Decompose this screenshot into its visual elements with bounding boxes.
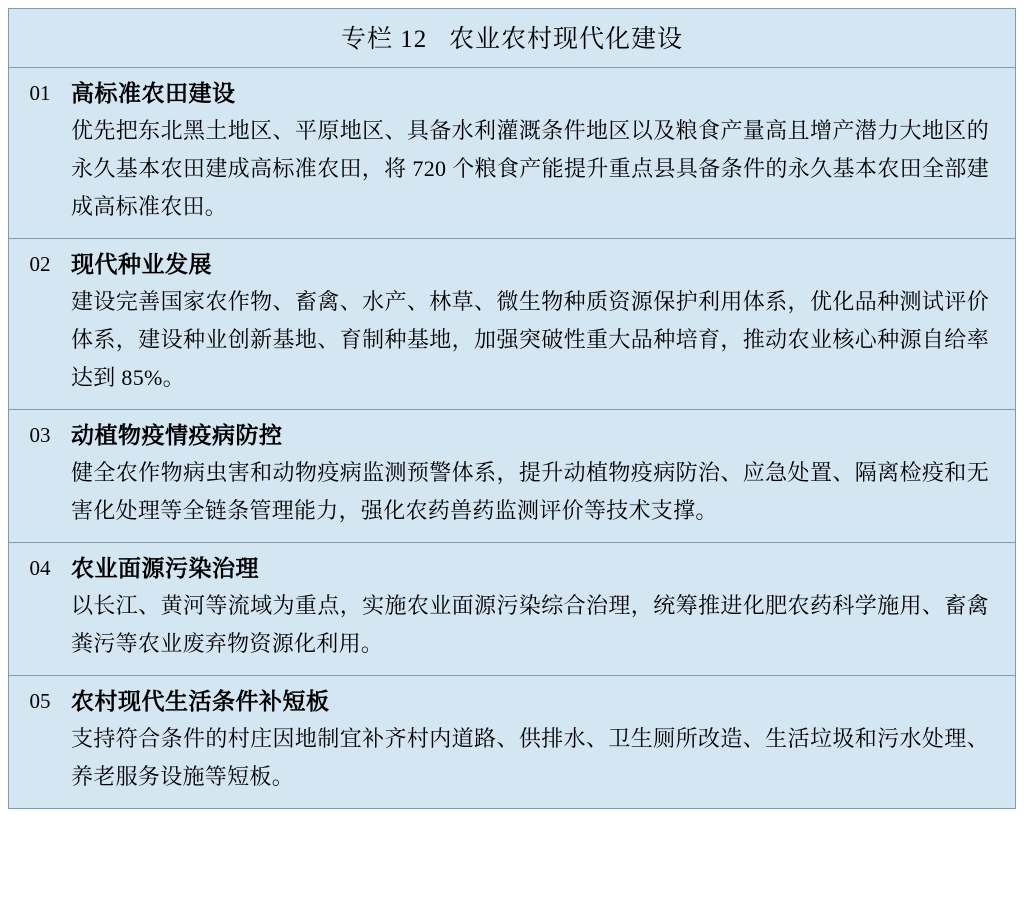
row-number: 01: [29, 81, 51, 105]
row-body: [71, 419, 1015, 530]
row-body: [71, 248, 1015, 397]
row-heading: 农村现代生活条件补短板: [71, 688, 330, 714]
row-text: 建设完善国家农作物、畜禽、水产、林草、微生物种质资源保护利用体系，优化品种测试评价体系，建设种业创新基地、育制种基地，加强突破性重大品种培育，推动农业核心种源自给率达到 85%。: [71, 289, 989, 390]
row-body: [71, 685, 1015, 796]
row-text: 以长江、黄河等流域为重点，实施农业面源污染综合治理，统筹推进化肥农药科学施用、畜禽粪污等农业废弃物资源化利用。: [71, 593, 989, 656]
row-number: 03: [29, 422, 51, 447]
row-text: 健全农作物病虫害和动物疫病监测预警体系，提升动植物疫病防治、应急处置、隔离检疫和无害化处理等全链条管理能力，强化农药兽药监测评价等技术支撑。: [71, 460, 989, 523]
row-heading: 动植物疫情疫病防控: [71, 422, 283, 448]
table-row: [9, 239, 1015, 410]
row-number: 02: [29, 251, 51, 276]
feature-box: [8, 8, 1016, 809]
row-text: 支持符合条件的村庄因地制宜补齐村内道路、供排水、卫生厕所改造、生活垃圾和污水处理、养老服务设施等短板。: [71, 726, 989, 789]
row-heading: 现代种业发展: [71, 251, 212, 277]
table-row: [9, 68, 1015, 239]
row-body: [71, 77, 1015, 226]
row-number: 04: [29, 555, 51, 580]
box-title: 专栏 12 农业农村现代化建设: [9, 9, 1015, 68]
row-body: [71, 552, 1015, 663]
row-text: 优先把东北黑土地区、平原地区、具备水利灌溉条件地区以及粮食产量高且增产潜力大地区的永久基本农田建成高标准农田，将 720 个粮食产能提升重点县具备条件的永久基本农田全部建成高标准农田。: [71, 118, 989, 219]
table-row: [9, 543, 1015, 676]
table-row: [9, 676, 1015, 808]
row-heading: 高标准农田建设: [71, 81, 236, 106]
row-heading: 农业面源污染治理: [71, 555, 259, 581]
table-row: [9, 410, 1015, 543]
row-number: 05: [29, 688, 51, 713]
